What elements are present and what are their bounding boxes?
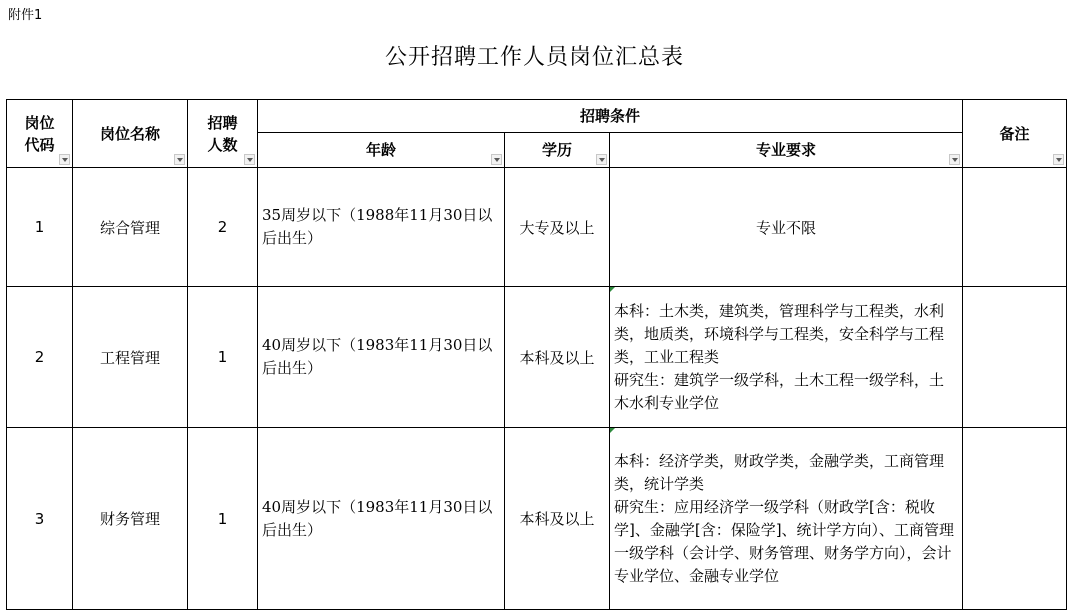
header-age bbox=[258, 133, 505, 168]
major-line: 研究生：建筑学一级学科，土木工程一级学科，土木水利专业学位 bbox=[614, 370, 945, 412]
cell-name[interactable]: 综合管理 bbox=[73, 168, 188, 287]
cell-name[interactable]: 财务管理 bbox=[73, 428, 188, 610]
table-row bbox=[7, 287, 1067, 428]
filter-dropdown-icon[interactable] bbox=[949, 154, 960, 165]
filter-dropdown-icon[interactable] bbox=[1053, 154, 1064, 165]
cell-age[interactable]: 35周岁以下（1988年11月30日以后出生） bbox=[258, 168, 505, 287]
filter-dropdown-icon[interactable] bbox=[244, 154, 255, 165]
table-row bbox=[7, 428, 1067, 610]
header-major bbox=[610, 133, 963, 168]
error-indicator-icon bbox=[610, 287, 615, 292]
header-code bbox=[7, 100, 73, 168]
major-line: 本科：土木类，建筑类，管理科学与工程类，水利类，地质类，环境科学与工程类，安全科学与工程类，工业工程类 bbox=[614, 301, 945, 366]
cell-code[interactable]: 2 bbox=[7, 287, 73, 428]
cell-major[interactable] bbox=[610, 168, 963, 287]
error-indicator-icon bbox=[610, 428, 615, 433]
filter-dropdown-icon[interactable] bbox=[491, 154, 502, 165]
cell-remarks[interactable] bbox=[963, 428, 1067, 610]
header-education bbox=[505, 133, 610, 168]
header-age-label: 年龄 bbox=[365, 141, 396, 159]
cell-education[interactable]: 大专及以上 bbox=[505, 168, 610, 287]
header-major-label: 专业要求 bbox=[756, 141, 817, 159]
filter-dropdown-icon[interactable] bbox=[59, 154, 70, 165]
header-remarks-label: 备注 bbox=[999, 124, 1030, 143]
cell-name[interactable]: 工程管理 bbox=[73, 287, 188, 428]
cell-count[interactable]: 1 bbox=[188, 287, 258, 428]
cell-code[interactable]: 1 bbox=[7, 168, 73, 287]
header-count bbox=[188, 100, 258, 168]
attachment-label: 附件1 bbox=[8, 8, 43, 23]
header-code-label: 岗位代码 bbox=[24, 113, 55, 154]
major-line: 研究生：应用经济学一级学科（财政学[含：税收学]、金融学[含：保险学]、统计学方向）、工商管理一级学科（会计学、财务管理、财务学方向），会计专业学位、金融专业学位 bbox=[614, 497, 955, 585]
filter-dropdown-icon[interactable] bbox=[596, 154, 607, 165]
header-conditions: 招聘条件 bbox=[258, 100, 963, 133]
cell-major[interactable] bbox=[610, 287, 963, 428]
cell-education[interactable]: 本科及以上 bbox=[505, 428, 610, 610]
cell-code[interactable]: 3 bbox=[7, 428, 73, 610]
cell-age[interactable]: 40周岁以下（1983年11月30日以后出生） bbox=[258, 287, 505, 428]
position-summary-table bbox=[6, 99, 1067, 610]
header-name-label: 岗位名称 bbox=[99, 124, 160, 143]
cell-major[interactable] bbox=[610, 428, 963, 610]
major-line: 专业不限 bbox=[756, 218, 817, 237]
cell-remarks[interactable] bbox=[963, 168, 1067, 287]
header-remarks bbox=[963, 100, 1067, 168]
cell-education[interactable]: 本科及以上 bbox=[505, 287, 610, 428]
header-name bbox=[73, 100, 188, 168]
filter-dropdown-icon[interactable] bbox=[174, 154, 185, 165]
table-row bbox=[7, 168, 1067, 287]
header-count-label: 招聘人数 bbox=[207, 113, 238, 154]
cell-count[interactable]: 2 bbox=[188, 168, 258, 287]
cell-count[interactable]: 1 bbox=[188, 428, 258, 610]
header-education-label: 学历 bbox=[541, 141, 572, 159]
page-title: 公开招聘工作人员岗位汇总表 bbox=[384, 45, 684, 70]
major-line: 本科：经济学类，财政学类，金融学类，工商管理类，统计学类 bbox=[614, 451, 945, 493]
cell-age[interactable]: 40周岁以下（1983年11月30日以后出生） bbox=[258, 428, 505, 610]
cell-remarks[interactable] bbox=[963, 287, 1067, 428]
